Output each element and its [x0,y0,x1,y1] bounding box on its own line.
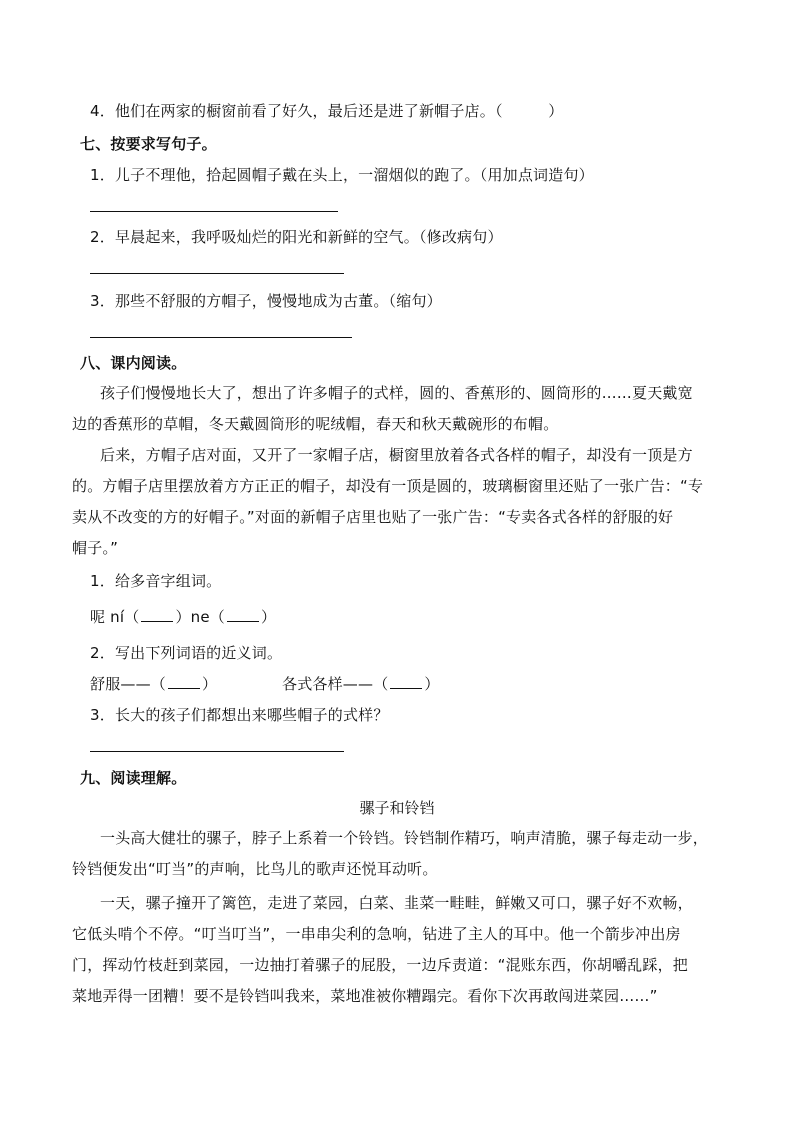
question-6-4: 4．他们在两家的橱窗前看了好久，最后还是进了新帽子店。（ ） [90,102,564,120]
passage-8-p2-line1: 后来，方帽子店对面，又开了一家帽子店，橱窗里放着各式各样的帽子，却没有一顶是方 [100,446,693,464]
passage-9-p2-line1: 一天，骡子撞开了篱笆，走进了菜园，白菜、韭菜一畦畦，鲜嫩又可口，骡子好不欢畅， [100,894,693,912]
question-8-2-answer-row-1 [90,673,217,695]
question-7-3: 3．那些不舒服的方帽子，慢慢地成为古董。（缩句） [90,292,442,310]
paren-close: ） [424,675,440,693]
question-8-2-answer-row-2 [282,673,440,695]
question-7-1: 1．儿子不理他，拾起圆帽子戴在头上，一溜烟似的跑了。（用加点词造句） [90,166,594,184]
passage-9-p1-line1: 一头高大健壮的骡子，脖子上系着一个铃铛。铃铛制作精巧，响声清脆，骡子每走动一步， [100,829,709,847]
blank-synonym-1[interactable] [168,674,200,689]
answer-line-7-1[interactable] [90,211,338,212]
answer-line-7-2[interactable] [90,273,344,274]
blank-ne[interactable] [227,607,259,622]
blank-synonym-2[interactable] [390,674,422,689]
pinyin-ne: ）ne（ [175,608,225,626]
answer-line-8-3[interactable] [90,751,344,752]
passage-9-p2-line3: 门，挥动竹枝赶到菜园，一边抽打着骡子的屁股，一边斥责道：“混账东西，你胡嚼乱踩，把 [72,956,688,974]
synonym-word-1: 舒服——（ [90,675,167,693]
section-8-title: 八、课内阅读。 [80,354,187,372]
paren-close: ） [202,675,218,693]
polyphone-char: 呢 [90,608,106,626]
passage-8-p2-line4: 帽子。” [72,539,119,557]
question-7-2: 2．早晨起来，我呼吸灿烂的阳光和新鲜的空气。（修改病句） [90,228,503,246]
passage-8-p1-line2: 边的香蕉形的草帽，冬天戴圆筒形的呢绒帽，春天和秋天戴碗形的布帽。 [72,415,559,433]
pinyin-ni: ní（ [110,608,140,626]
question-8-2: 2．写出下列词语的近义词。 [90,644,283,662]
passage-9-p2-line4: 菜地弄得一团糟！要不是铃铛叫我来，菜地准被你糟蹋完。看你下次再敢闯进菜园……” [72,987,658,1005]
question-8-1: 1．给多音字组词。 [90,572,222,590]
passage-9-p1-line2: 铃铛便发出“叮当”的声响，比鸟儿的歌声还悦耳动听。 [72,860,438,878]
section-9-title: 九、阅读理解。 [80,769,187,787]
question-8-1-answer-row [90,606,276,628]
paren-close: ） [261,608,277,626]
passage-8-p2-line2: 的。方帽子店里摆放着方方正正的帽子，却没有一顶是圆的，玻璃橱窗里还贴了一张广告：“专 [72,477,704,495]
blank-ni[interactable] [141,607,173,622]
passage-8-p1-line1: 孩子们慢慢地长大了，想出了许多帽子的式样，圆的、香蕉形的、圆筒形的……夏天戴宽 [100,384,693,402]
question-8-3: 3．长大的孩子们都想出来哪些帽子的式样？ [90,706,389,724]
passage-9-p2-line2: 它低头啃个不停。“叮当叮当”，一串串尖利的急响，钻进了主人的耳中。他一个箭步冲出房 [72,925,681,943]
section-7-title: 七、按要求写句子。 [80,135,217,153]
answer-line-7-3[interactable] [90,337,352,338]
passage-8-p2-line3: 卖从不改变的方的好帽子。”对面的新帽子店里也贴了一张广告：“专卖各式各样的舒服的好 [72,508,674,526]
story-title: 骡子和铃铛 [359,799,435,817]
synonym-word-2: 各式各样——（ [282,675,389,693]
